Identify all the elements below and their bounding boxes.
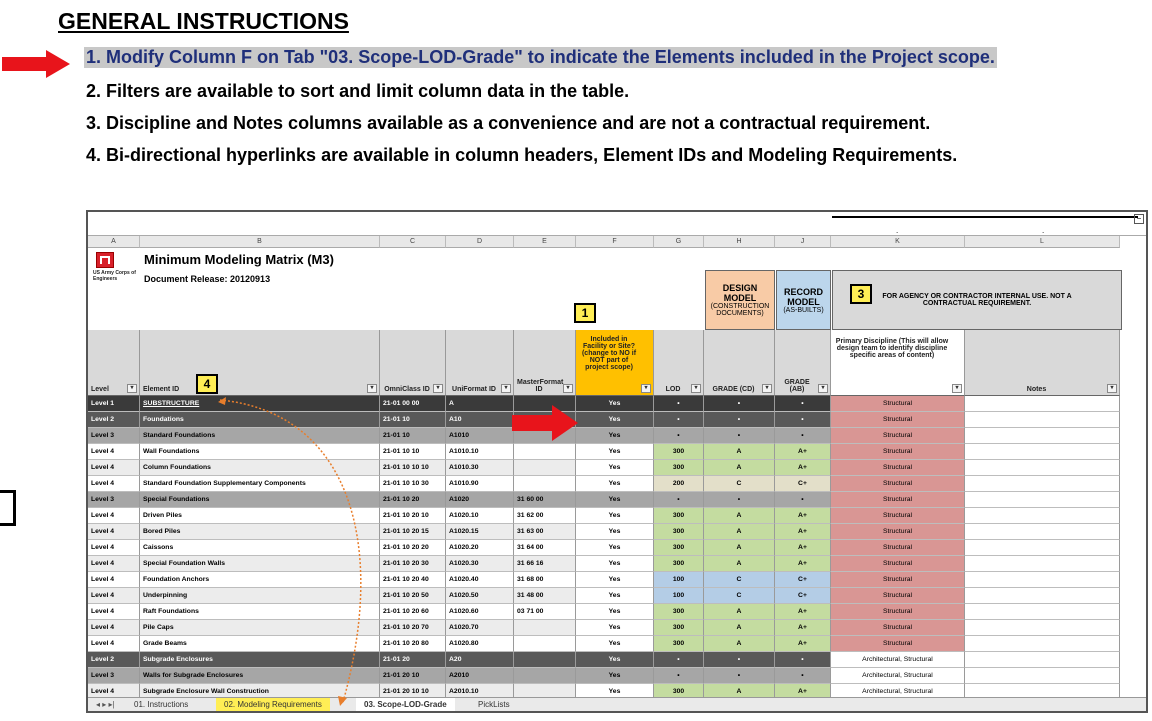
table-row — [88, 540, 1120, 556]
grade_cd-cell: • — [704, 428, 775, 444]
level-cell: Level 4 — [88, 508, 140, 524]
uni-cell: A1020.70 — [446, 620, 514, 636]
grade_cd-cell: A — [704, 540, 775, 556]
table-row — [88, 636, 1120, 652]
omni-cell: 21-01 10 20 50 — [380, 588, 446, 604]
grade_ab-cell: A+ — [775, 556, 831, 572]
uni-cell: A1020.15 — [446, 524, 514, 540]
grade_cd-cell: A — [704, 556, 775, 572]
notes-cell — [965, 460, 1120, 476]
grade_cd-cell: • — [704, 668, 775, 684]
lod-cell: 100 — [654, 588, 704, 604]
lod-cell: • — [654, 396, 704, 412]
uni-cell: A1020.40 — [446, 572, 514, 588]
level-cell: Level 4 — [88, 476, 140, 492]
level-cell: Level 4 — [88, 604, 140, 620]
notes-cell — [965, 540, 1120, 556]
sheet-top-bar: . . − — [88, 212, 1146, 236]
omni-cell: 21-01 10 20 40 — [380, 572, 446, 588]
column-header-label: LOD — [665, 386, 681, 393]
included-cell[interactable]: Yes — [576, 476, 654, 492]
level-cell: Level 4 — [88, 540, 140, 556]
element-id-cell: Foundation Anchors — [140, 572, 380, 588]
uni-cell: A1010.90 — [446, 476, 514, 492]
discipline-cell: Structural — [831, 524, 965, 540]
included-cell[interactable]: Yes — [576, 444, 654, 460]
grade_ab-cell: C+ — [775, 476, 831, 492]
column-header-label: GRADE (AB) — [784, 379, 810, 393]
grade_ab-cell: A+ — [775, 460, 831, 476]
column-letter[interactable]: K — [831, 236, 965, 248]
included-cell[interactable]: Yes — [576, 668, 654, 684]
omni-cell: 21-01 10 20 30 — [380, 556, 446, 572]
notes-cell — [965, 652, 1120, 668]
column-header-discipline — [831, 330, 965, 396]
notes-cell — [965, 604, 1120, 620]
lod-cell: 200 — [654, 476, 704, 492]
notes-cell — [965, 428, 1120, 444]
uni-cell: A — [446, 396, 514, 412]
filter-dropdown-icon[interactable]: ▾ — [691, 384, 701, 393]
omni-cell: 21-01 20 — [380, 652, 446, 668]
notes-cell — [965, 492, 1120, 508]
column-header-label: UniFormat ID — [452, 386, 496, 393]
element-id-cell: Standard Foundation Supplementary Components — [140, 476, 380, 492]
element-id-cell: Subgrade Enclosures — [140, 652, 380, 668]
sheet-tabs: ◂ ▸ ▸| 01. Instructions 02. Modeling Requirements 03. Scope-LOD-Grade PickLists — [88, 697, 1146, 711]
uni-cell: A1020.30 — [446, 556, 514, 572]
column-header-notes — [965, 330, 1120, 396]
grade_cd-cell: A — [704, 684, 775, 700]
filter-dropdown-icon[interactable]: ▾ — [367, 384, 377, 393]
grade_cd-cell: • — [704, 396, 775, 412]
master-cell — [514, 620, 576, 636]
level-cell: Level 4 — [88, 572, 140, 588]
red-arrow-icon-column-f — [512, 405, 578, 441]
element-id-cell: Raft Foundations — [140, 604, 380, 620]
table-row — [88, 668, 1120, 684]
column-header-label: OmniClass ID — [384, 386, 430, 393]
level-cell: Level 4 — [88, 460, 140, 476]
level-cell: Level 4 — [88, 636, 140, 652]
uni-cell: A20 — [446, 652, 514, 668]
element-id-cell: Pile Caps — [140, 620, 380, 636]
element-id-cell: Wall Foundations — [140, 444, 380, 460]
omni-cell: 21-01 10 — [380, 412, 446, 428]
discipline-cell: Structural — [831, 396, 965, 412]
level-cell: Level 4 — [88, 684, 140, 700]
lod-cell: 300 — [654, 636, 704, 652]
table-row — [88, 588, 1120, 604]
element-id-cell: Special Foundation Walls — [140, 556, 380, 572]
level-cell: Level 4 — [88, 556, 140, 572]
column-header-label: GRADE (CD) — [712, 386, 755, 393]
lod-cell: 100 — [654, 572, 704, 588]
grade_ab-cell: A+ — [775, 636, 831, 652]
lod-cell: 300 — [654, 620, 704, 636]
element-id-cell: Standard Foundations — [140, 428, 380, 444]
master-cell — [514, 444, 576, 460]
level-cell: Level 4 — [88, 524, 140, 540]
column-header-label: Notes — [1026, 386, 1047, 393]
element-id-cell: Walls for Subgrade Enclosures — [140, 668, 380, 684]
omni-cell: 21-01 00 00 — [380, 396, 446, 412]
included-cell[interactable]: Yes — [576, 636, 654, 652]
lod-cell: • — [654, 412, 704, 428]
filter-dropdown-icon[interactable]: ▾ — [563, 384, 573, 393]
discipline-cell: Architectural, Structural — [831, 652, 965, 668]
included-cell[interactable]: Yes — [576, 492, 654, 508]
grade_cd-cell: A — [704, 636, 775, 652]
master-cell: 31 48 00 — [514, 588, 576, 604]
column-letter[interactable]: J — [775, 236, 831, 248]
grade_cd-cell: A — [704, 508, 775, 524]
table-row — [88, 652, 1120, 668]
master-cell — [514, 476, 576, 492]
lod-cell: 300 — [654, 604, 704, 620]
filter-dropdown-icon[interactable]: ▾ — [433, 384, 443, 393]
grade_ab-cell: • — [775, 668, 831, 684]
discipline-cell: Structural — [831, 492, 965, 508]
grade_ab-cell: • — [775, 412, 831, 428]
discipline-cell: Structural — [831, 428, 965, 444]
instruction-4: 4. Bi-directional hyperlinks are available in column headers, Element IDs and Modeling Requirements. — [86, 145, 958, 165]
element-id-cell: Bored Piles — [140, 524, 380, 540]
table-row — [88, 412, 1120, 428]
grade_ab-cell: • — [775, 492, 831, 508]
uni-cell: A2010 — [446, 668, 514, 684]
grade_ab-cell: A+ — [775, 540, 831, 556]
column-letter[interactable]: C — [380, 236, 446, 248]
omni-cell: 21-01 10 10 30 — [380, 476, 446, 492]
uni-cell: A1010.30 — [446, 460, 514, 476]
uni-cell: A1010 — [446, 428, 514, 444]
level-cell: Level 3 — [88, 668, 140, 684]
master-cell — [514, 652, 576, 668]
column-letter[interactable]: H — [704, 236, 775, 248]
column-header-uni — [446, 330, 514, 396]
uni-cell: A2010.10 — [446, 684, 514, 700]
discipline-cell: Structural — [831, 460, 965, 476]
included-cell[interactable]: Yes — [576, 524, 654, 540]
filter-dropdown-icon[interactable]: ▾ — [818, 384, 828, 393]
master-cell: 03 71 00 — [514, 604, 576, 620]
discipline-cell: Structural — [831, 412, 965, 428]
master-cell — [514, 668, 576, 684]
notes-cell — [965, 668, 1120, 684]
notes-cell — [965, 588, 1120, 604]
instruction-2: 2. Filters are available to sort and limit column data in the table. — [86, 81, 630, 101]
filter-dropdown-icon[interactable]: ▾ — [501, 384, 511, 393]
grade_cd-cell: A — [704, 604, 775, 620]
omni-cell: 21-01 10 20 80 — [380, 636, 446, 652]
uni-cell: A1020.80 — [446, 636, 514, 652]
column-header-label: Primary Discipline (This will allow design team to identify discipline specific areas of content) — [835, 338, 949, 359]
table-row — [88, 476, 1120, 492]
uni-cell: A1020.10 — [446, 508, 514, 524]
callout-1: 1 — [574, 303, 596, 323]
included-cell[interactable]: Yes — [576, 572, 654, 588]
lod-cell: • — [654, 428, 704, 444]
uni-cell: A1020.50 — [446, 588, 514, 604]
element-id-cell: Special Foundations — [140, 492, 380, 508]
tab-picklists[interactable]: PickLists — [478, 700, 510, 709]
column-header-label: Included in Facility or Site? (change to NO if NOT part of project scope) — [581, 336, 637, 371]
discipline-cell: Structural — [831, 476, 965, 492]
element-id-cell: Driven Piles — [140, 508, 380, 524]
notes-cell — [965, 572, 1120, 588]
notes-cell — [965, 412, 1120, 428]
level-cell: Level 2 — [88, 652, 140, 668]
grade_ab-cell: C+ — [775, 572, 831, 588]
matrix-title: Minimum Modeling Matrix (M3) — [144, 252, 334, 267]
grade_cd-cell: A — [704, 460, 775, 476]
uni-cell: A1010.10 — [446, 444, 514, 460]
discipline-cell: Structural — [831, 620, 965, 636]
level-cell: Level 3 — [88, 492, 140, 508]
discipline-cell: Architectural, Structural — [831, 684, 965, 700]
uni-cell: A1020.20 — [446, 540, 514, 556]
level-cell: Level 4 — [88, 588, 140, 604]
notes-cell — [965, 524, 1120, 540]
table-row — [88, 556, 1120, 572]
column-header-label: Element ID — [143, 386, 180, 393]
master-cell: 31 66 16 — [514, 556, 576, 572]
level-cell: Level 2 — [88, 412, 140, 428]
lod-cell: • — [654, 492, 704, 508]
column-header-label: MasterFormat ID — [517, 379, 564, 393]
table-row — [88, 508, 1120, 524]
discipline-cell: Structural — [831, 508, 965, 524]
grade_ab-cell: A+ — [775, 524, 831, 540]
notes-cell — [965, 396, 1120, 412]
table-row — [88, 444, 1120, 460]
discipline-cell: Architectural, Structural — [831, 668, 965, 684]
omni-cell: 21-01 10 20 20 — [380, 540, 446, 556]
lod-cell: 300 — [654, 444, 704, 460]
filter-dropdown-icon[interactable]: ▾ — [952, 384, 962, 393]
discipline-cell: Structural — [831, 540, 965, 556]
table-row — [88, 396, 1120, 412]
lod-cell: 300 — [654, 684, 704, 700]
master-cell: 31 63 00 — [514, 524, 576, 540]
lod-cell: 300 — [654, 508, 704, 524]
discipline-cell: Structural — [831, 588, 965, 604]
table-row — [88, 524, 1120, 540]
discipline-cell: Structural — [831, 636, 965, 652]
omni-cell: 21-01 10 10 — [380, 444, 446, 460]
notes-cell — [965, 620, 1120, 636]
design-model-header: DESIGN MODEL (CONSTRUCTION DOCUMENTS) — [705, 270, 775, 330]
column-letter[interactable]: E — [514, 236, 576, 248]
omni-cell: 21-01 20 10 10 — [380, 684, 446, 700]
notes-cell — [965, 556, 1120, 572]
discipline-cell: Structural — [831, 556, 965, 572]
agency-note: FOR AGENCY OR CONTRACTOR INTERNAL USE. NOT A CONTRACTUAL REQUIREMENT. — [832, 270, 1122, 330]
grade_ab-cell: A+ — [775, 620, 831, 636]
grade_ab-cell: A+ — [775, 508, 831, 524]
master-cell: 31 64 00 — [514, 540, 576, 556]
notes-cell — [965, 476, 1120, 492]
column-header-element — [140, 330, 380, 396]
column-header-lod — [654, 330, 704, 396]
element-id-cell: Subgrade Enclosure Wall Construction — [140, 684, 380, 700]
included-cell[interactable]: Yes — [576, 556, 654, 572]
uni-cell: A10 — [446, 412, 514, 428]
collapse-icon[interactable]: − — [1134, 214, 1144, 224]
master-cell — [514, 460, 576, 476]
element-id-cell: Grade Beams — [140, 636, 380, 652]
lod-cell: 300 — [654, 540, 704, 556]
column-header-included — [576, 330, 654, 396]
table-row — [88, 572, 1120, 588]
spreadsheet-screenshot — [86, 210, 1148, 713]
notes-cell — [965, 444, 1120, 460]
filter-dropdown-icon[interactable]: ▾ — [762, 384, 772, 393]
tab-scope-lod-grade[interactable]: 03. Scope-LOD-Grade — [356, 698, 455, 711]
element-id-cell[interactable]: SUBSTRUCTURE — [140, 396, 380, 412]
bracket-decoration — [0, 490, 16, 526]
grade_ab-cell: C+ — [775, 588, 831, 604]
column-header-label: Level — [91, 386, 109, 393]
element-id-cell: Foundations — [140, 412, 380, 428]
grade_cd-cell: C — [704, 588, 775, 604]
grade_ab-cell: • — [775, 652, 831, 668]
omni-cell: 21-01 10 — [380, 428, 446, 444]
included-cell[interactable]: Yes — [576, 604, 654, 620]
included-cell[interactable]: Yes — [576, 620, 654, 636]
lod-cell: • — [654, 668, 704, 684]
grade_cd-cell: A — [704, 444, 775, 460]
notes-cell — [965, 508, 1120, 524]
master-cell: 31 68 00 — [514, 572, 576, 588]
discipline-cell: Structural — [831, 444, 965, 460]
omni-cell: 21-01 10 20 15 — [380, 524, 446, 540]
included-cell[interactable]: Yes — [576, 684, 654, 700]
column-letter[interactable]: L — [965, 236, 1120, 248]
lod-cell: 300 — [654, 524, 704, 540]
table-row — [88, 620, 1120, 636]
callout-4: 4 — [196, 374, 218, 394]
instruction-1: 1. Modify Column F on Tab "03. Scope-LOD-Grade" to indicate the Elements included in the Project scope. — [86, 47, 995, 67]
omni-cell: 21-01 10 20 10 — [380, 508, 446, 524]
included-cell[interactable]: Yes — [576, 428, 654, 444]
included-cell[interactable]: Yes — [576, 460, 654, 476]
column-letter[interactable]: B — [140, 236, 380, 248]
discipline-cell: Structural — [831, 604, 965, 620]
grade_ab-cell: A+ — [775, 444, 831, 460]
column-letter[interactable]: A — [88, 236, 140, 248]
omni-cell: 21-01 10 10 10 — [380, 460, 446, 476]
included-cell[interactable]: Yes — [576, 508, 654, 524]
included-cell[interactable]: Yes — [576, 412, 654, 428]
column-header-omni — [380, 330, 446, 396]
omni-cell: 21-01 10 20 — [380, 492, 446, 508]
table-row — [88, 492, 1120, 508]
grade_ab-cell: A+ — [775, 684, 831, 700]
element-id-cell: Column Foundations — [140, 460, 380, 476]
master-cell: 31 60 00 — [514, 492, 576, 508]
doc-release: Document Release: 20120913 — [144, 274, 271, 284]
grade_cd-cell: • — [704, 412, 775, 428]
grade_cd-cell: • — [704, 492, 775, 508]
grade_cd-cell: C — [704, 572, 775, 588]
level-cell: Level 4 — [88, 620, 140, 636]
grade_cd-cell: A — [704, 620, 775, 636]
column-letter[interactable]: D — [446, 236, 514, 248]
callout-3: 3 — [850, 284, 872, 304]
filter-dropdown-icon[interactable]: ▾ — [641, 384, 651, 393]
element-id-cell: Underpinning — [140, 588, 380, 604]
omni-cell: 21-01 10 20 60 — [380, 604, 446, 620]
tab-modeling-requirements[interactable]: 02. Modeling Requirements — [216, 698, 330, 711]
grade_cd-cell: • — [704, 652, 775, 668]
included-cell[interactable]: Yes — [576, 540, 654, 556]
grade_ab-cell: • — [775, 428, 831, 444]
level-cell: Level 3 — [88, 428, 140, 444]
table-row — [88, 460, 1120, 476]
lod-cell: 300 — [654, 460, 704, 476]
level-cell: Level 1 — [88, 396, 140, 412]
instruction-3: 3. Discipline and Notes columns available as a convenience and are not a contractual requirement. — [86, 113, 931, 133]
omni-cell: 21-01 10 20 70 — [380, 620, 446, 636]
red-arrow-icon — [2, 50, 70, 78]
included-cell[interactable]: Yes — [576, 652, 654, 668]
table-row — [88, 428, 1120, 444]
grade_cd-cell: C — [704, 476, 775, 492]
page-title: GENERAL INSTRUCTIONS — [58, 8, 349, 34]
tab-instructions[interactable]: 01. Instructions — [134, 700, 189, 709]
filter-dropdown-icon[interactable]: ▾ — [127, 384, 137, 393]
master-cell: 31 62 00 — [514, 508, 576, 524]
column-header-level — [88, 330, 140, 396]
grade_cd-cell: A — [704, 524, 775, 540]
omni-cell: 21-01 20 10 — [380, 668, 446, 684]
included-cell[interactable]: Yes — [576, 396, 654, 412]
uni-cell: A1020 — [446, 492, 514, 508]
master-cell — [514, 636, 576, 652]
lod-cell: 300 — [654, 556, 704, 572]
notes-cell — [965, 636, 1120, 652]
uni-cell: A1020.60 — [446, 604, 514, 620]
lod-cell: • — [654, 652, 704, 668]
column-header-master — [514, 330, 576, 396]
column-letter[interactable]: G — [654, 236, 704, 248]
table-row — [88, 604, 1120, 620]
column-header-grade_ab — [775, 330, 831, 396]
column-letter[interactable]: F — [576, 236, 654, 248]
grade_ab-cell: • — [775, 396, 831, 412]
element-id-cell: Caissons — [140, 540, 380, 556]
grade_ab-cell: A+ — [775, 604, 831, 620]
record-model-header: RECORD MODEL (AS-BUILTS) — [776, 270, 831, 330]
included-cell[interactable]: Yes — [576, 588, 654, 604]
filter-dropdown-icon[interactable]: ▾ — [1107, 384, 1117, 393]
level-cell: Level 4 — [88, 444, 140, 460]
discipline-cell: Structural — [831, 572, 965, 588]
usace-logo: US Army Corps of Engineers — [93, 252, 137, 292]
column-header-grade_cd — [704, 330, 775, 396]
